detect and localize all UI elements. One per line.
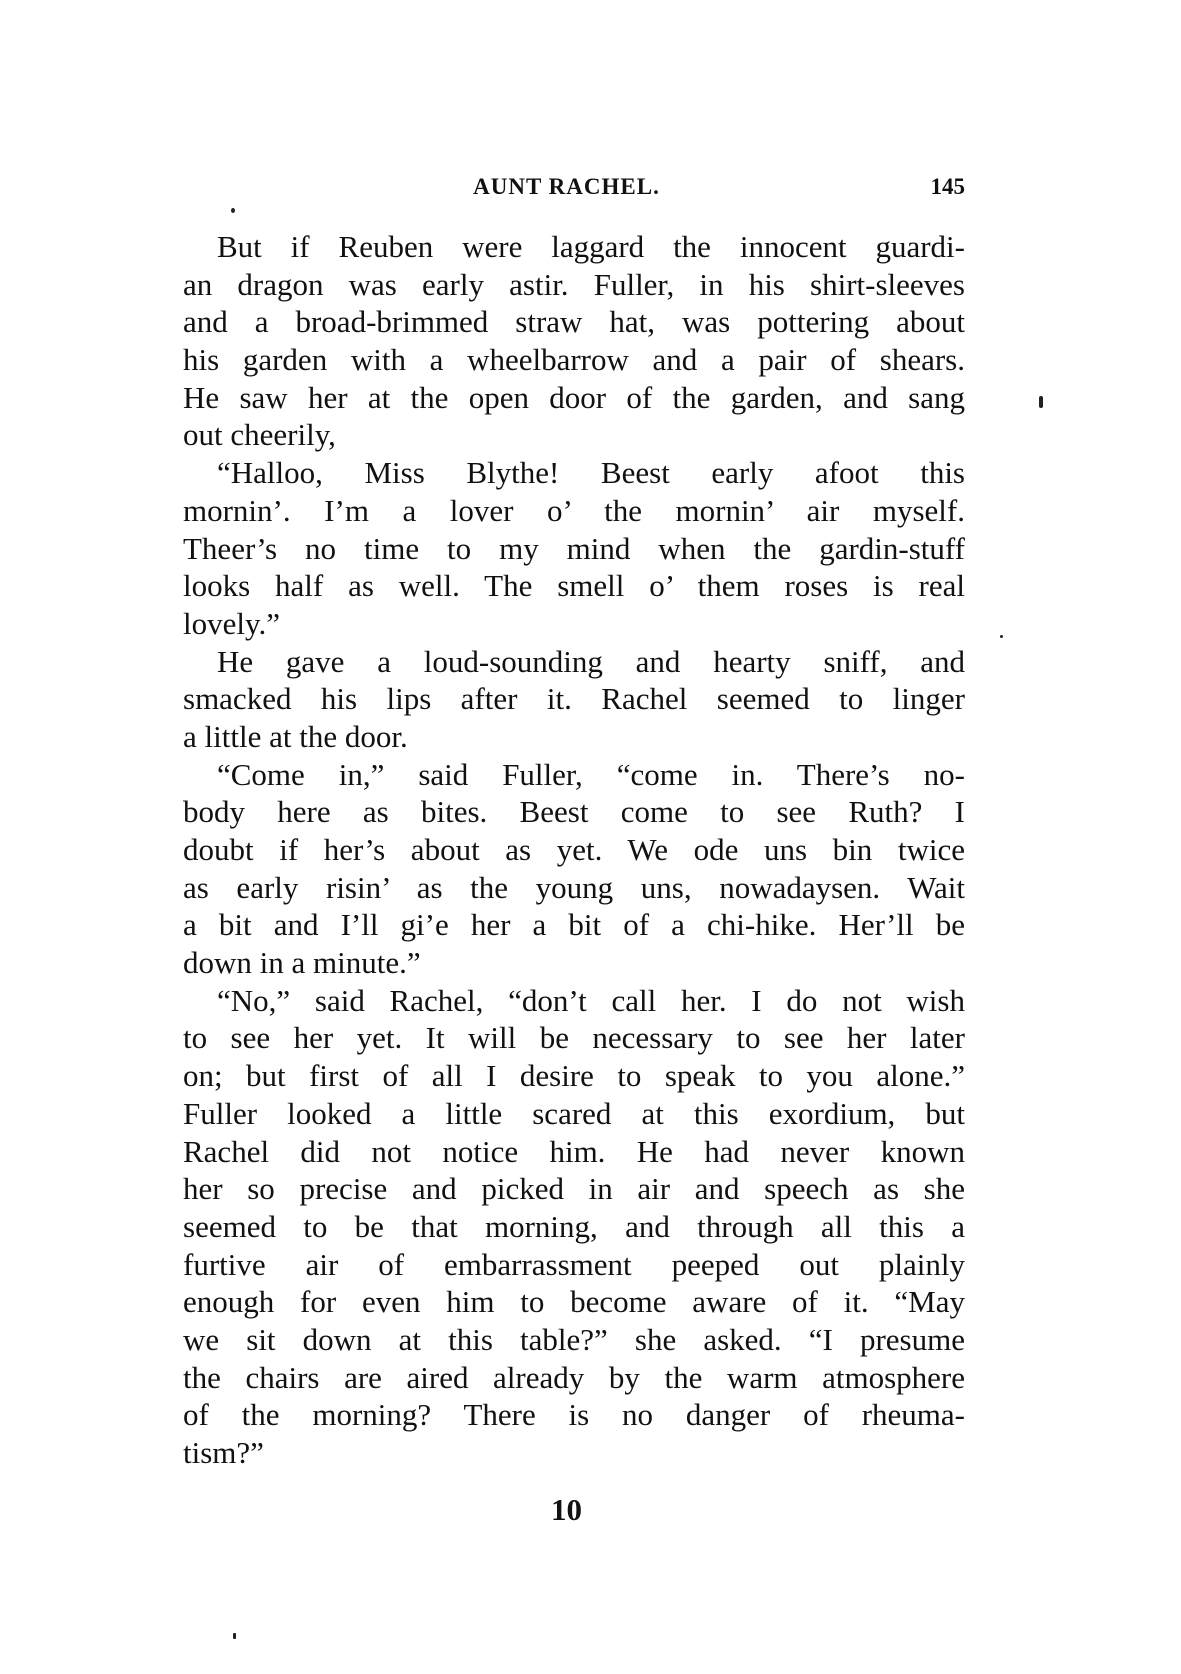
text-line: lovely.” <box>183 605 280 641</box>
text-line: mornin’. I’m a lover o’ the mornin’ air myself. <box>183 492 965 528</box>
text-line: doubt if her’s about as yet. We ode uns bin twice <box>183 832 965 867</box>
text-line: He saw her at the open door of the garden, and sang <box>183 379 965 415</box>
page-number: 145 <box>930 174 965 199</box>
text-line: his garden with a wheelbarrow and a pair of shears. <box>183 342 965 378</box>
body-text <box>183 228 965 1472</box>
text-line: on; but first of all I desire to speak to you alone.” <box>183 1058 965 1094</box>
running-header <box>168 174 965 208</box>
text-line: and a broad-brimmed straw hat, was pottering about <box>183 304 965 340</box>
text-line: But if Reuben were laggard the innocent guardi- <box>217 229 965 264</box>
text-line: smacked his lips after it. Rachel seemed to linger <box>183 681 965 717</box>
text-line: Rachel did not notice him. He had never known <box>183 1133 965 1169</box>
text-line: furtive air of embarrassment peeped out plainly <box>183 1246 965 1282</box>
running-title: AUNT RACHEL. <box>473 174 660 199</box>
text-line: an dragon was early astir. Fuller, in his shirt-sleeves <box>183 266 965 302</box>
text-line: He gave a loud-sounding and hearty sniff, and <box>217 643 965 679</box>
text-line: Fuller looked a little scared at this exordium, but <box>183 1095 965 1131</box>
text-line: “No,” said Rachel, “don’t call her. I do not wish <box>217 982 965 1018</box>
text-line: a little at the door. <box>183 718 408 754</box>
text-line: out cheerily, <box>183 417 336 453</box>
text-line: body here as bites. Beest come to see Ruth? I <box>183 794 965 830</box>
print-speck <box>1000 635 1003 638</box>
text-line: a bit and I’ll gi’e her a bit of a chi-hike. Her’ll be <box>183 907 965 943</box>
text-line: Theer’s no time to my mind when the gardin-stuff <box>183 530 965 566</box>
print-speck <box>231 208 235 213</box>
text-line: to see her yet. It will be necessary to see her later <box>183 1020 965 1056</box>
text-line: “Come in,” said Fuller, “come in. There’s no- <box>217 756 965 792</box>
text-line: of the morning? There is no danger of rheuma- <box>183 1397 965 1433</box>
print-speck <box>233 1633 236 1639</box>
text-line: the chairs are aired already by the warm atmosphere <box>183 1359 965 1395</box>
text-line: down in a minute.” <box>183 945 421 981</box>
text-line: seemed to be that morning, and through all this a <box>183 1208 965 1244</box>
text-line: “Halloo, Miss Blythe! Beest early afoot this <box>217 455 965 491</box>
text-line: looks half as well. The smell o’ them roses is real <box>183 568 965 604</box>
text-line: as early risin’ as the young uns, nowadaysen. Wait <box>183 869 965 905</box>
signature-mark: 10 <box>551 1492 582 1527</box>
text-line: her so precise and picked in air and speech as she <box>183 1171 965 1207</box>
text-line: we sit down at this table?” she asked. “I presume <box>183 1321 965 1357</box>
print-speck <box>1039 396 1043 408</box>
text-line: enough for even him to become aware of it. “May <box>183 1284 965 1320</box>
text-line: tism?” <box>183 1435 264 1470</box>
